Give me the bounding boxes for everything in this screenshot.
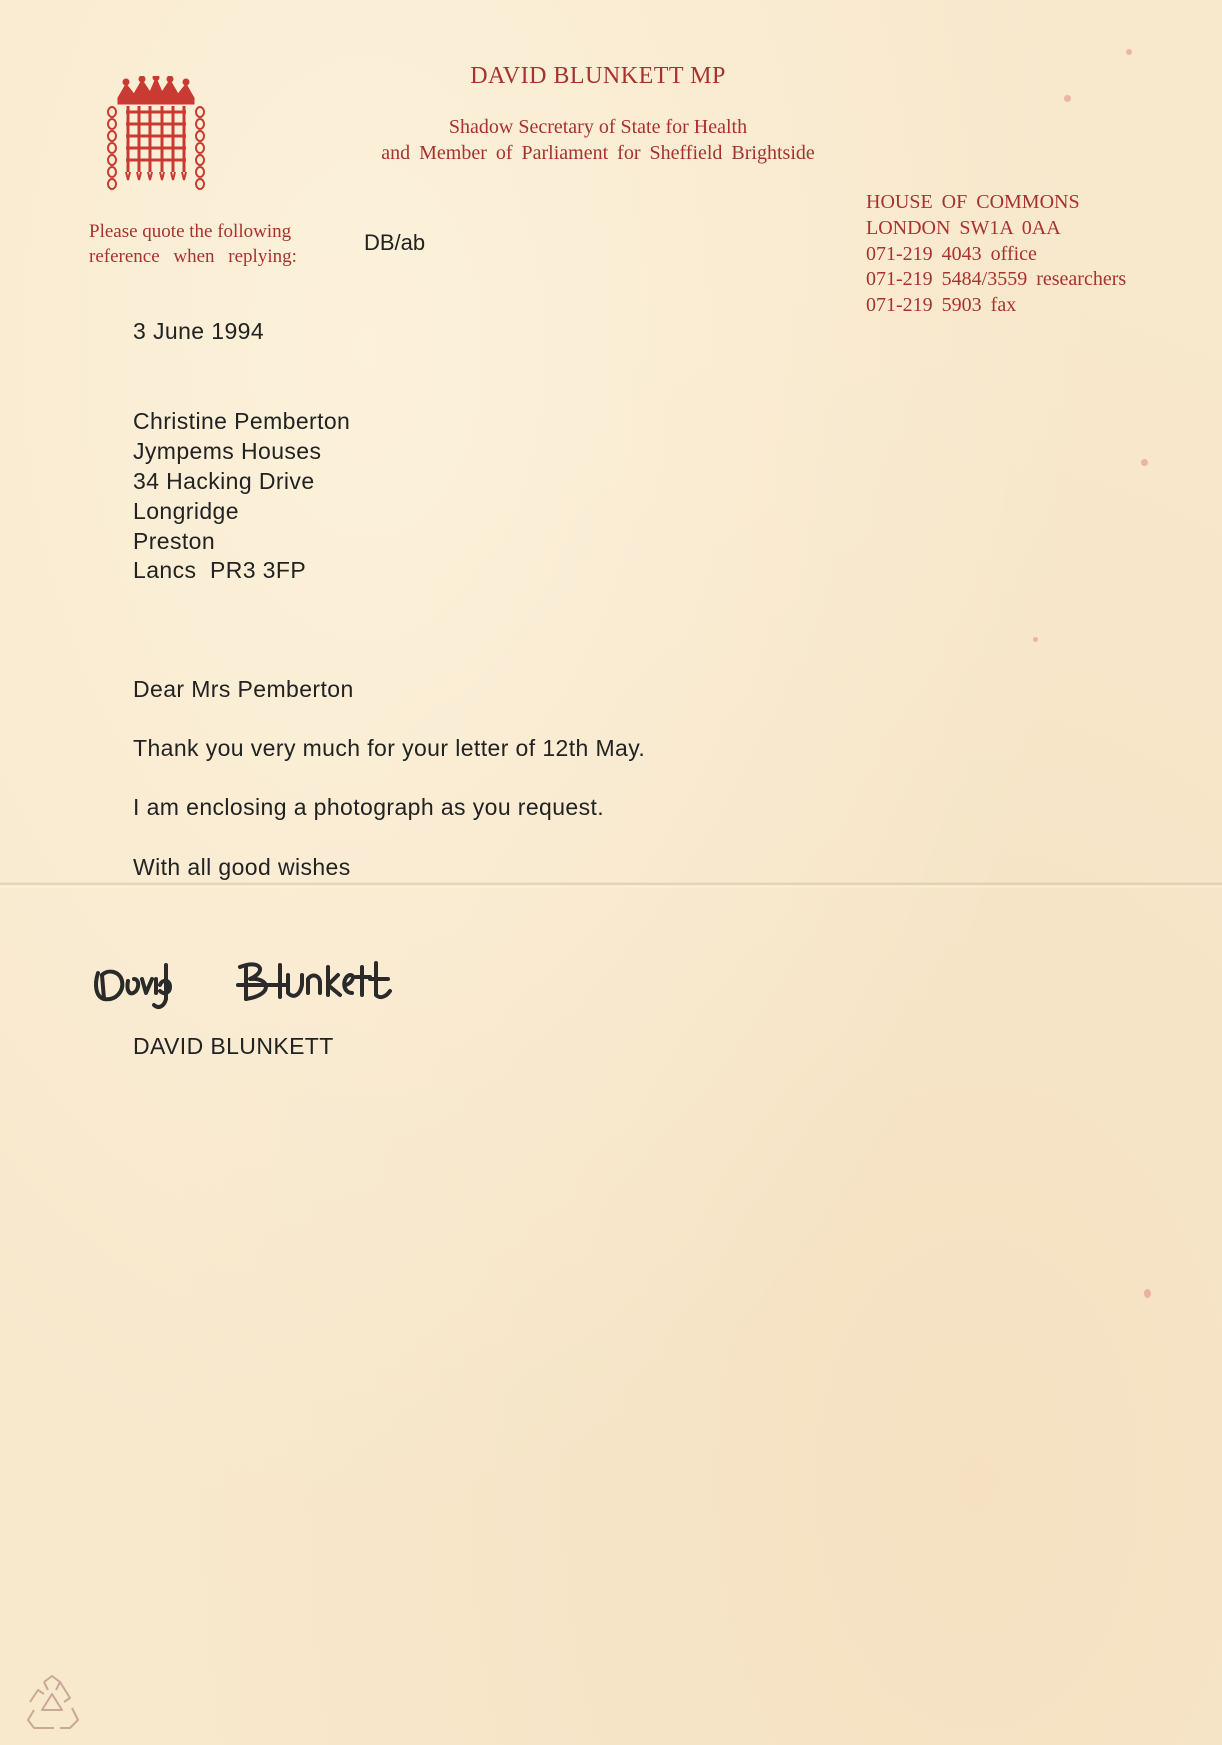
paper-speck — [1126, 49, 1132, 55]
recipient-line: Longridge — [133, 498, 239, 524]
paper-fold-crease — [0, 882, 1222, 888]
body-paragraph: I am enclosing a photograph as you request. — [133, 794, 605, 820]
recipient-line: Christine Pemberton — [133, 408, 351, 434]
reference-prompt-line-1: Please quote the following — [89, 221, 292, 242]
reference-code: DB/ab — [364, 230, 426, 255]
body-paragraph: Thank you very much for your letter of 12th May. — [133, 735, 646, 761]
paper-speck — [1033, 637, 1038, 642]
phone-office: 071-219 4043 office — [866, 243, 1037, 265]
phone-researchers: 071-219 5484/3559 researchers — [866, 268, 1127, 290]
mp-role-line-2: and Member of Parliament for Sheffield Brightside — [381, 142, 815, 164]
mp-name: DAVID BLUNKETT MP — [470, 63, 726, 89]
address-line: HOUSE OF COMMONS — [866, 191, 1080, 213]
letter-date: 3 June 1994 — [133, 318, 265, 344]
handwritten-signature — [90, 945, 430, 1015]
recipient-line: Lancs PR3 3FP — [133, 557, 307, 583]
recipient-line: 34 Hacking Drive — [133, 468, 315, 494]
paper-speck — [1144, 1289, 1151, 1298]
salutation: Dear Mrs Pemberton — [133, 676, 354, 702]
address-line: LONDON SW1A 0AA — [866, 217, 1061, 239]
phone-fax: 071-219 5903 fax — [866, 294, 1017, 316]
recipient-line: Preston — [133, 528, 216, 554]
paper-speck — [1064, 95, 1071, 102]
portcullis-crest-icon — [106, 76, 206, 191]
mp-role-line-1: Shadow Secretary of State for Health — [448, 116, 748, 138]
recycle-icon — [20, 1672, 84, 1736]
paper-speck — [1141, 459, 1148, 466]
signer-name: DAVID BLUNKETT — [133, 1033, 334, 1059]
recipient-line: Jympems Houses — [133, 438, 322, 464]
reference-prompt-line-2: reference when replying: — [89, 246, 297, 267]
closing: With all good wishes — [133, 854, 351, 880]
